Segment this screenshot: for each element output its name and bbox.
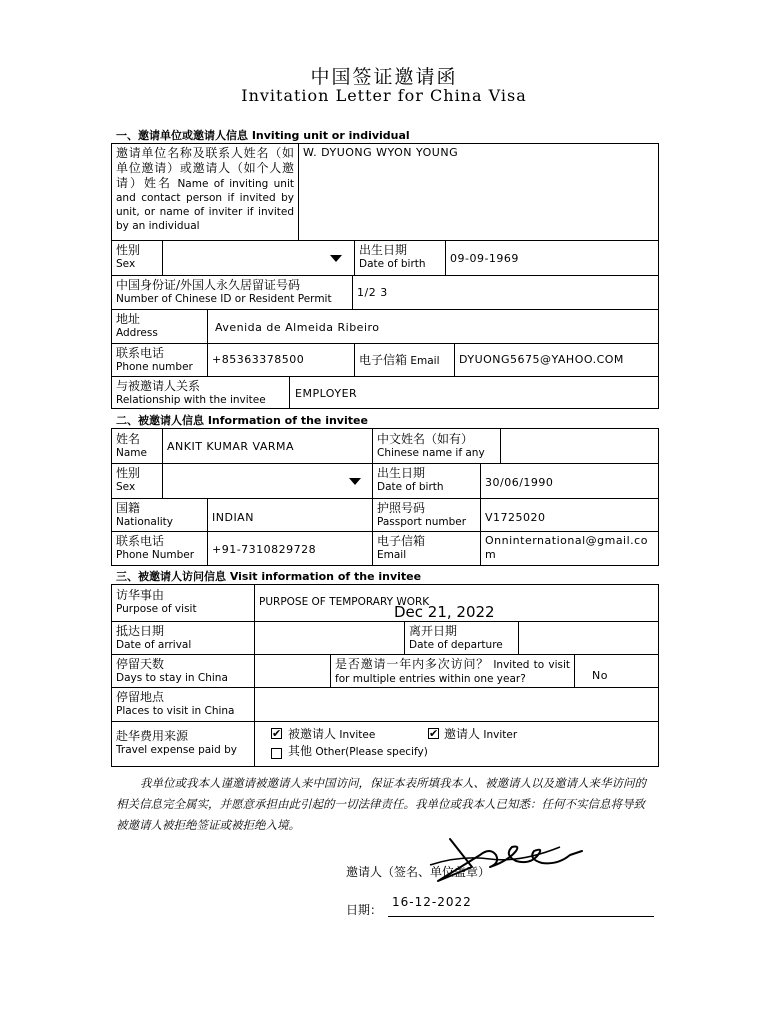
arrival-value[interactable] xyxy=(255,630,403,634)
inviter-email-label-en: Email xyxy=(410,355,440,367)
departure-label-cn: 离开日期 xyxy=(409,624,458,638)
invitee-nationality-label xyxy=(112,499,207,531)
departure-label-en: Date of departure xyxy=(409,639,503,651)
invitee-name-label-cn: 姓名 xyxy=(116,432,141,446)
arrival-label-en: Date of arrival xyxy=(116,639,192,651)
purpose-label-en: Purpose of visit xyxy=(116,603,197,615)
arrival-label xyxy=(112,622,254,654)
inviter-dob-value[interactable]: 09-09-1969 xyxy=(450,252,519,265)
inviter-address-label-en: Address xyxy=(116,327,158,339)
expense-inviter-label xyxy=(440,725,521,744)
invitee-phone-label-cn: 联系电话 xyxy=(116,534,165,548)
title-chinese: 中国签证邀请函 xyxy=(310,66,458,88)
inviter-dob-label-en: Date of birth xyxy=(359,258,426,270)
expense-inviter-label-cn: 邀请人 xyxy=(444,727,481,741)
title-english: Invitation Letter for China Visa xyxy=(241,86,527,105)
section1-table xyxy=(111,143,659,409)
inviter-address-label-cn: 地址 xyxy=(116,312,141,326)
inviter-name-label-cn: 邀请单位名称及联系人姓名（如单位邀请）或邀请人（如个人邀请）姓名 xyxy=(116,146,294,190)
inviter-id-label-en: Number of Chinese ID or Resident Permit xyxy=(116,293,332,305)
purpose-value[interactable]: PURPOSE OF TEMPORARY WORK xyxy=(259,596,430,608)
arrival-label-cn: 抵达日期 xyxy=(116,624,165,638)
expense-invitee-label-cn: 被邀请人 xyxy=(288,727,337,741)
invitee-passport-label xyxy=(373,499,480,531)
invitee-passport-value[interactable]: V1725020 xyxy=(485,511,546,524)
dropdown-arrow-icon xyxy=(349,478,361,485)
departure-label xyxy=(405,622,518,654)
dropdown-arrow-icon xyxy=(330,255,342,262)
inviter-phone-value[interactable]: +85363378500 xyxy=(212,353,305,366)
inviter-phone-label-en: Phone number xyxy=(116,361,193,373)
invitee-dob-label xyxy=(373,464,480,496)
section1-heading: 一、邀请单位或邀请人信息 Inviting unit or individual xyxy=(116,129,410,142)
inviter-email-label-cn: 电子信箱 xyxy=(359,353,408,367)
check-icon: ✔ xyxy=(272,727,282,740)
expense-label-cn: 赴华费用来源 xyxy=(116,729,189,743)
days-label-cn: 停留天数 xyxy=(116,657,165,671)
inviter-sex-label xyxy=(112,241,162,273)
invitee-passport-label-en: Passport number xyxy=(377,516,467,528)
invitee-name-label-en: Name xyxy=(116,447,147,459)
purpose-date-stamp: Dec 21, 2022 xyxy=(394,603,495,621)
inviter-id-label-cn: 中国身份证/外国人永久居留证号码 xyxy=(116,278,301,292)
date-underline xyxy=(388,916,654,917)
invitee-name-value[interactable]: ANKIT KUMAR VARMA xyxy=(167,440,295,453)
purpose-label xyxy=(112,586,254,618)
invitee-dob-label-cn: 出生日期 xyxy=(377,466,426,480)
inviter-address-value[interactable]: Avenida de Almeida Ribeiro xyxy=(215,321,380,334)
inviter-relation-label-en: Relationship with the invitee xyxy=(116,394,266,406)
departure-value[interactable] xyxy=(519,630,659,634)
invitee-email-label-en: Email xyxy=(377,549,407,561)
invitee-email-value[interactable]: Onninternational@gmail.com xyxy=(485,534,648,561)
invitee-chinese-name-label xyxy=(373,430,500,462)
days-label xyxy=(112,655,254,687)
expense-other-checkbox[interactable] xyxy=(271,748,282,759)
inviter-relation-label-cn: 与被邀请人关系 xyxy=(116,379,201,393)
expense-other-label-cn: 其他 xyxy=(288,744,313,758)
inviter-id-label xyxy=(112,276,352,308)
signature-image xyxy=(420,825,590,885)
inviter-sex-label-en: Sex xyxy=(116,258,136,270)
days-value[interactable] xyxy=(255,663,330,667)
check-icon: ✔ xyxy=(429,727,439,740)
inviter-name-label xyxy=(112,144,298,240)
inviter-dob-label xyxy=(355,241,445,273)
invitee-phone-label xyxy=(112,532,207,564)
multi-entry-label xyxy=(331,655,574,688)
invitee-nationality-value[interactable]: INDIAN xyxy=(212,511,254,524)
invitee-email-label xyxy=(373,532,480,564)
expense-other-label-en: Other(Please specify) xyxy=(315,746,428,758)
invitee-name-label xyxy=(112,430,162,462)
inviter-phone-label-cn: 联系电话 xyxy=(116,346,165,360)
invitee-chinese-name-label-en: Chinese name if any xyxy=(377,447,485,459)
invitee-sex-label xyxy=(112,464,162,496)
multi-entry-label-cn: 是否邀请一年内多次访问？ xyxy=(335,657,490,671)
signature-label: 邀请人（签名、单位盖章） xyxy=(346,865,491,879)
invitee-phone-value[interactable]: +91-7310829728 xyxy=(212,543,317,556)
date-value[interactable]: 16-12-2022 xyxy=(392,895,472,909)
invitee-nationality-label-cn: 国籍 xyxy=(116,501,141,515)
inviter-relation-value[interactable]: EMPLOYER xyxy=(295,387,358,400)
inviter-address-label xyxy=(112,310,207,342)
expense-other-label xyxy=(284,742,432,761)
invitee-sex-select[interactable] xyxy=(163,464,371,497)
inviter-name-value[interactable]: W. DYUONG WYON YOUNG xyxy=(303,146,459,159)
places-label xyxy=(112,688,254,720)
invitee-passport-label-cn: 护照号码 xyxy=(377,501,426,515)
places-label-en: Places to visit in China xyxy=(116,705,235,717)
expense-label xyxy=(112,727,254,759)
days-label-en: Days to stay in China xyxy=(116,672,228,684)
invitee-phone-label-en: Phone Number xyxy=(116,549,195,561)
inviter-name-label-en: Name of inviting unit and contact person if invited by unit, or name of inviter if invited by an individual xyxy=(116,178,294,232)
expense-inviter-checkbox[interactable] xyxy=(428,728,439,739)
invitee-dob-value[interactable]: 30/06/1990 xyxy=(485,476,554,489)
section3-table xyxy=(111,584,659,767)
inviter-sex-select[interactable] xyxy=(163,241,353,274)
expense-label-en: Travel expense paid by xyxy=(116,744,237,756)
declaration-statement: 我单位或我本人谨邀请被邀请人来中国访问，保证本表所填我本人、被邀请人以及邀请人来华访问的相关信息完全属实，并愿意承担由此引起的一切法律责任。我单位或我本人已知悉：任何不实信息将导致被邀请人被拒绝签证或被拒绝入境。 xyxy=(116,776,646,832)
invitee-chinese-name-label-cn: 中文姓名（如有） xyxy=(377,432,474,446)
expense-invitee-label-en: Invitee xyxy=(339,729,376,741)
invitee-chinese-name-value[interactable] xyxy=(501,438,659,442)
section3-heading: 三、被邀请人访问信息 Visit information of the invitee xyxy=(116,570,422,583)
expense-invitee-checkbox[interactable] xyxy=(271,728,282,739)
section2-table xyxy=(111,428,659,566)
multi-entry-value[interactable]: No xyxy=(592,669,608,682)
invitee-email-label-cn: 电子信箱 xyxy=(377,534,426,548)
multi-entry-label-en: Invited to visit for multiple entries within one year? xyxy=(335,659,570,685)
inviter-phone-label xyxy=(112,344,207,376)
section2-heading: 二、被邀请人信息 Information of the invitee xyxy=(116,414,368,427)
invitee-dob-label-en: Date of birth xyxy=(377,481,444,493)
inviter-relation-label xyxy=(112,377,289,409)
inviter-sex-label-cn: 性别 xyxy=(116,243,141,257)
date-label: 日期： xyxy=(346,903,383,917)
inviter-dob-label-cn: 出生日期 xyxy=(359,243,408,257)
invitee-sex-label-en: Sex xyxy=(116,481,136,493)
invitee-sex-label-cn: 性别 xyxy=(116,466,141,480)
inviter-email-value[interactable]: DYUONG5675@YAHOO.COM xyxy=(459,353,624,366)
purpose-label-cn: 访华事由 xyxy=(116,588,165,602)
expense-inviter-label-en: Inviter xyxy=(483,729,518,741)
inviter-id-value[interactable]: 1/2 3 xyxy=(357,286,388,299)
places-value[interactable] xyxy=(255,696,655,700)
places-label-cn: 停留地点 xyxy=(116,690,165,704)
invitee-nationality-label-en: Nationality xyxy=(116,516,174,528)
inviter-email-label xyxy=(355,351,454,370)
